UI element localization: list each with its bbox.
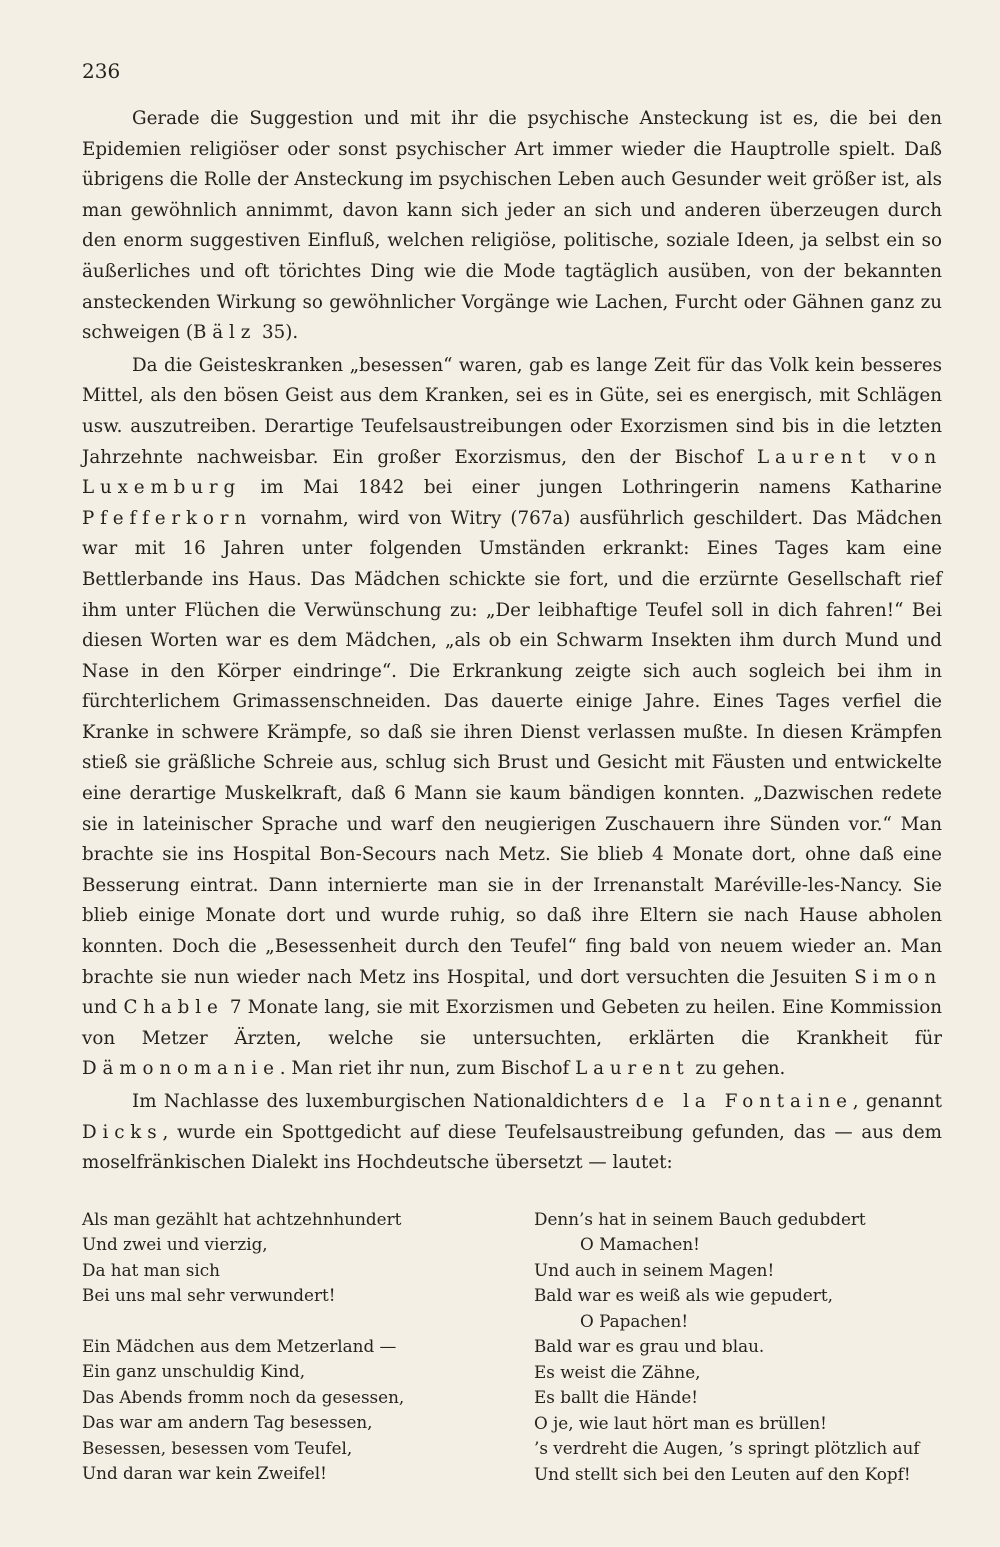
spaced-name: Bälz [192, 322, 257, 344]
poem-line: Besessen, besessen vom Teufel, [82, 1437, 353, 1458]
poem-line: Das war am andern Tag besessen, [82, 1412, 373, 1433]
spaced-name: Laurent [575, 1058, 690, 1080]
poem-stanza [82, 1207, 482, 1309]
paragraph-2: Da die Geisteskranken „besessen“ waren, gab es lange Zeit für das Volk kein besseres Mittel, als den bösen Geist aus dem Kranken, sei es in Güte, sei es energisch, mit Schlägen usw. auszutreiben. Derartige Teufelsaustreibungen oder Exorzismen sind bis in die letzten Jahrzehnte nachweisbar. Ein großer Exorzismus, den der Bischof Laurent von Luxemburg im Mai 1842 bei einer jungen Lothringerin namens Katharine Pfefferkorn vornahm, wird von Witry (767a) ausführlich geschildert. Das Mädchen war mit 16 Jahren unter folgenden Umständen erkrankt: Eines Tages kam eine Bettlerbande ins Haus. Das Mädchen schickte sie fort, und die erzürnte Gesellschaft rief ihm unter Flüchen die Verwünschung zu: „Der leibhaftige Teufel soll in dich fahren!“ Bei diesen Worten war es dem Mädchen, „als ob ein Schwarm Insekten ihm durch Mund und Nase in den Körper eindringe“. Die Erkrankung zeigte sich auch sogleich bei ihm in fürchterlichem Grimassenschneiden. Das dauerte einige Jahre. Eines Tages verfiel die Kranke in schwere Krämpfe, so daß sie ihren Dienst verlassen mußte. In diesen Krämpfen stieß sie gräßliche Schreie aus, schlug sich Brust und Gesicht mit Fäusten und entwickelte eine derartige Muskelkraft, daß 6 Mann sie kaum bändigen konnten. „Dazwischen redete sie in lateinischer Sprache und warf den neugierigen Zuschauern ihre Sünden vor.“ Man brachte sie ins Hospital Bon-Secours nach Metz. Sie blieb 4 Monate dort, ohne daß eine Besserung eintrat. Dann internierte man sie in der Irrenanstalt Maréville-les-Nancy. Sie blieb einige Monate dort und wurde ruhig, so daß ihre Eltern sie nach Hause abholen konnten. Doch die „Besessenheit durch den Teufel“ fing bald von neuem wieder an. Man brachte sie nun wieder nach Metz ins Hospital, und dort versuchten die Jesuiten Simon und Chable 7 Monate lang, sie mit Exorzismen und Gebeten zu heilen. Eine Kommission von Metzer Ärzten, welche sie untersuchten, erklärten die Krankheit für Dämonomanie. Man riet ihr nun, zum Bischof Laurent zu gehen. [82, 354, 942, 1080]
spaced-name: Dämonomanie [82, 1058, 280, 1080]
body-text [82, 104, 942, 1179]
poem-line: Und auch in seinem Magen! [534, 1259, 775, 1280]
poem-line: Denn’s hat in seinem Bauch gedubdert [534, 1208, 866, 1229]
poem-line: Ein Mädchen aus dem Metzerland — [82, 1335, 397, 1356]
poem [82, 1207, 942, 1488]
poem-stanza [82, 1334, 482, 1487]
poem-line: O Papachen! [580, 1310, 689, 1331]
paragraph-1: Gerade die Suggestion und mit ihr die psychische Ansteckung ist es, die bei den Epidemien religiöser oder sonst psychischer Art immer wieder die Hauptrolle spielt. Daß übrigens die Rolle der Ansteckung im psychischen Leben auch Gesunder weit größer ist, als man gewöhnlich annimmt, davon kann sich jeder an sich und anderen überzeugen durch den enorm suggestiven Einfluß, welchen religiöse, politische, soziale Ideen, ja selbst ein so äußerliches und oft törichtes Ding wie die Mode tagtäglich ausüben, von der bekannten ansteckenden Wirkung so gewöhnlicher Vorgänge wie Lachen, Furcht oder Gähnen ganz zu schweigen (Bälz 35). [82, 108, 942, 344]
spaced-name: Simon [854, 966, 942, 988]
spaced-name: Pfefferkorn [82, 507, 252, 529]
spaced-name: de la Fontaine [635, 1091, 853, 1112]
paragraph-3: Im Nachlasse des luxemburgischen Nationaldichters de la Fontaine, genannt Dicks, wurde ein Spottgedicht auf diese Teufelsaustreibung gefunden, das — aus dem moselfränkischen Dialekt ins Hochdeutsche übersetzt — lautet: [82, 1091, 942, 1174]
poem-line: Es weist die Zähne, [534, 1361, 701, 1382]
poem-line: Als man gezählt hat achtzehnhundert [82, 1208, 402, 1229]
poem-line: Bald war es grau und blau. [534, 1336, 765, 1357]
spaced-name: Dicks [82, 1121, 163, 1143]
poem-line: Es ballt die Hände! [534, 1387, 698, 1408]
poem-line: O Mamachen! [580, 1234, 700, 1255]
poem-line: Und daran war kein Zweifel! [82, 1463, 327, 1484]
poem-line: Und zwei und vierzig, [82, 1234, 268, 1255]
poem-line: O je, wie laut hört man es brüllen! [534, 1412, 827, 1433]
poem-right-column [534, 1207, 942, 1488]
spaced-name: Laurent von Luxemburg [82, 446, 942, 499]
poem-line: ’s verdreht die Augen, ’s springt plötzlich auf [534, 1438, 920, 1459]
spaced-name: Chable [123, 997, 224, 1019]
poem-line: Da hat man sich [82, 1259, 220, 1280]
poem-line: Ein ganz unschuldig Kind, [82, 1361, 306, 1382]
poem-line: Bei uns mal sehr verwundert! [82, 1285, 336, 1306]
poem-line: Bald war es weiß als wie gepudert, [534, 1285, 833, 1306]
poem-left-column [82, 1207, 482, 1488]
poem-line: Das Abends fromm noch da gesessen, [82, 1386, 405, 1407]
poem-line: Und stellt sich bei den Leuten auf den Kopf! [534, 1463, 911, 1484]
page-number: 236 [82, 59, 121, 83]
